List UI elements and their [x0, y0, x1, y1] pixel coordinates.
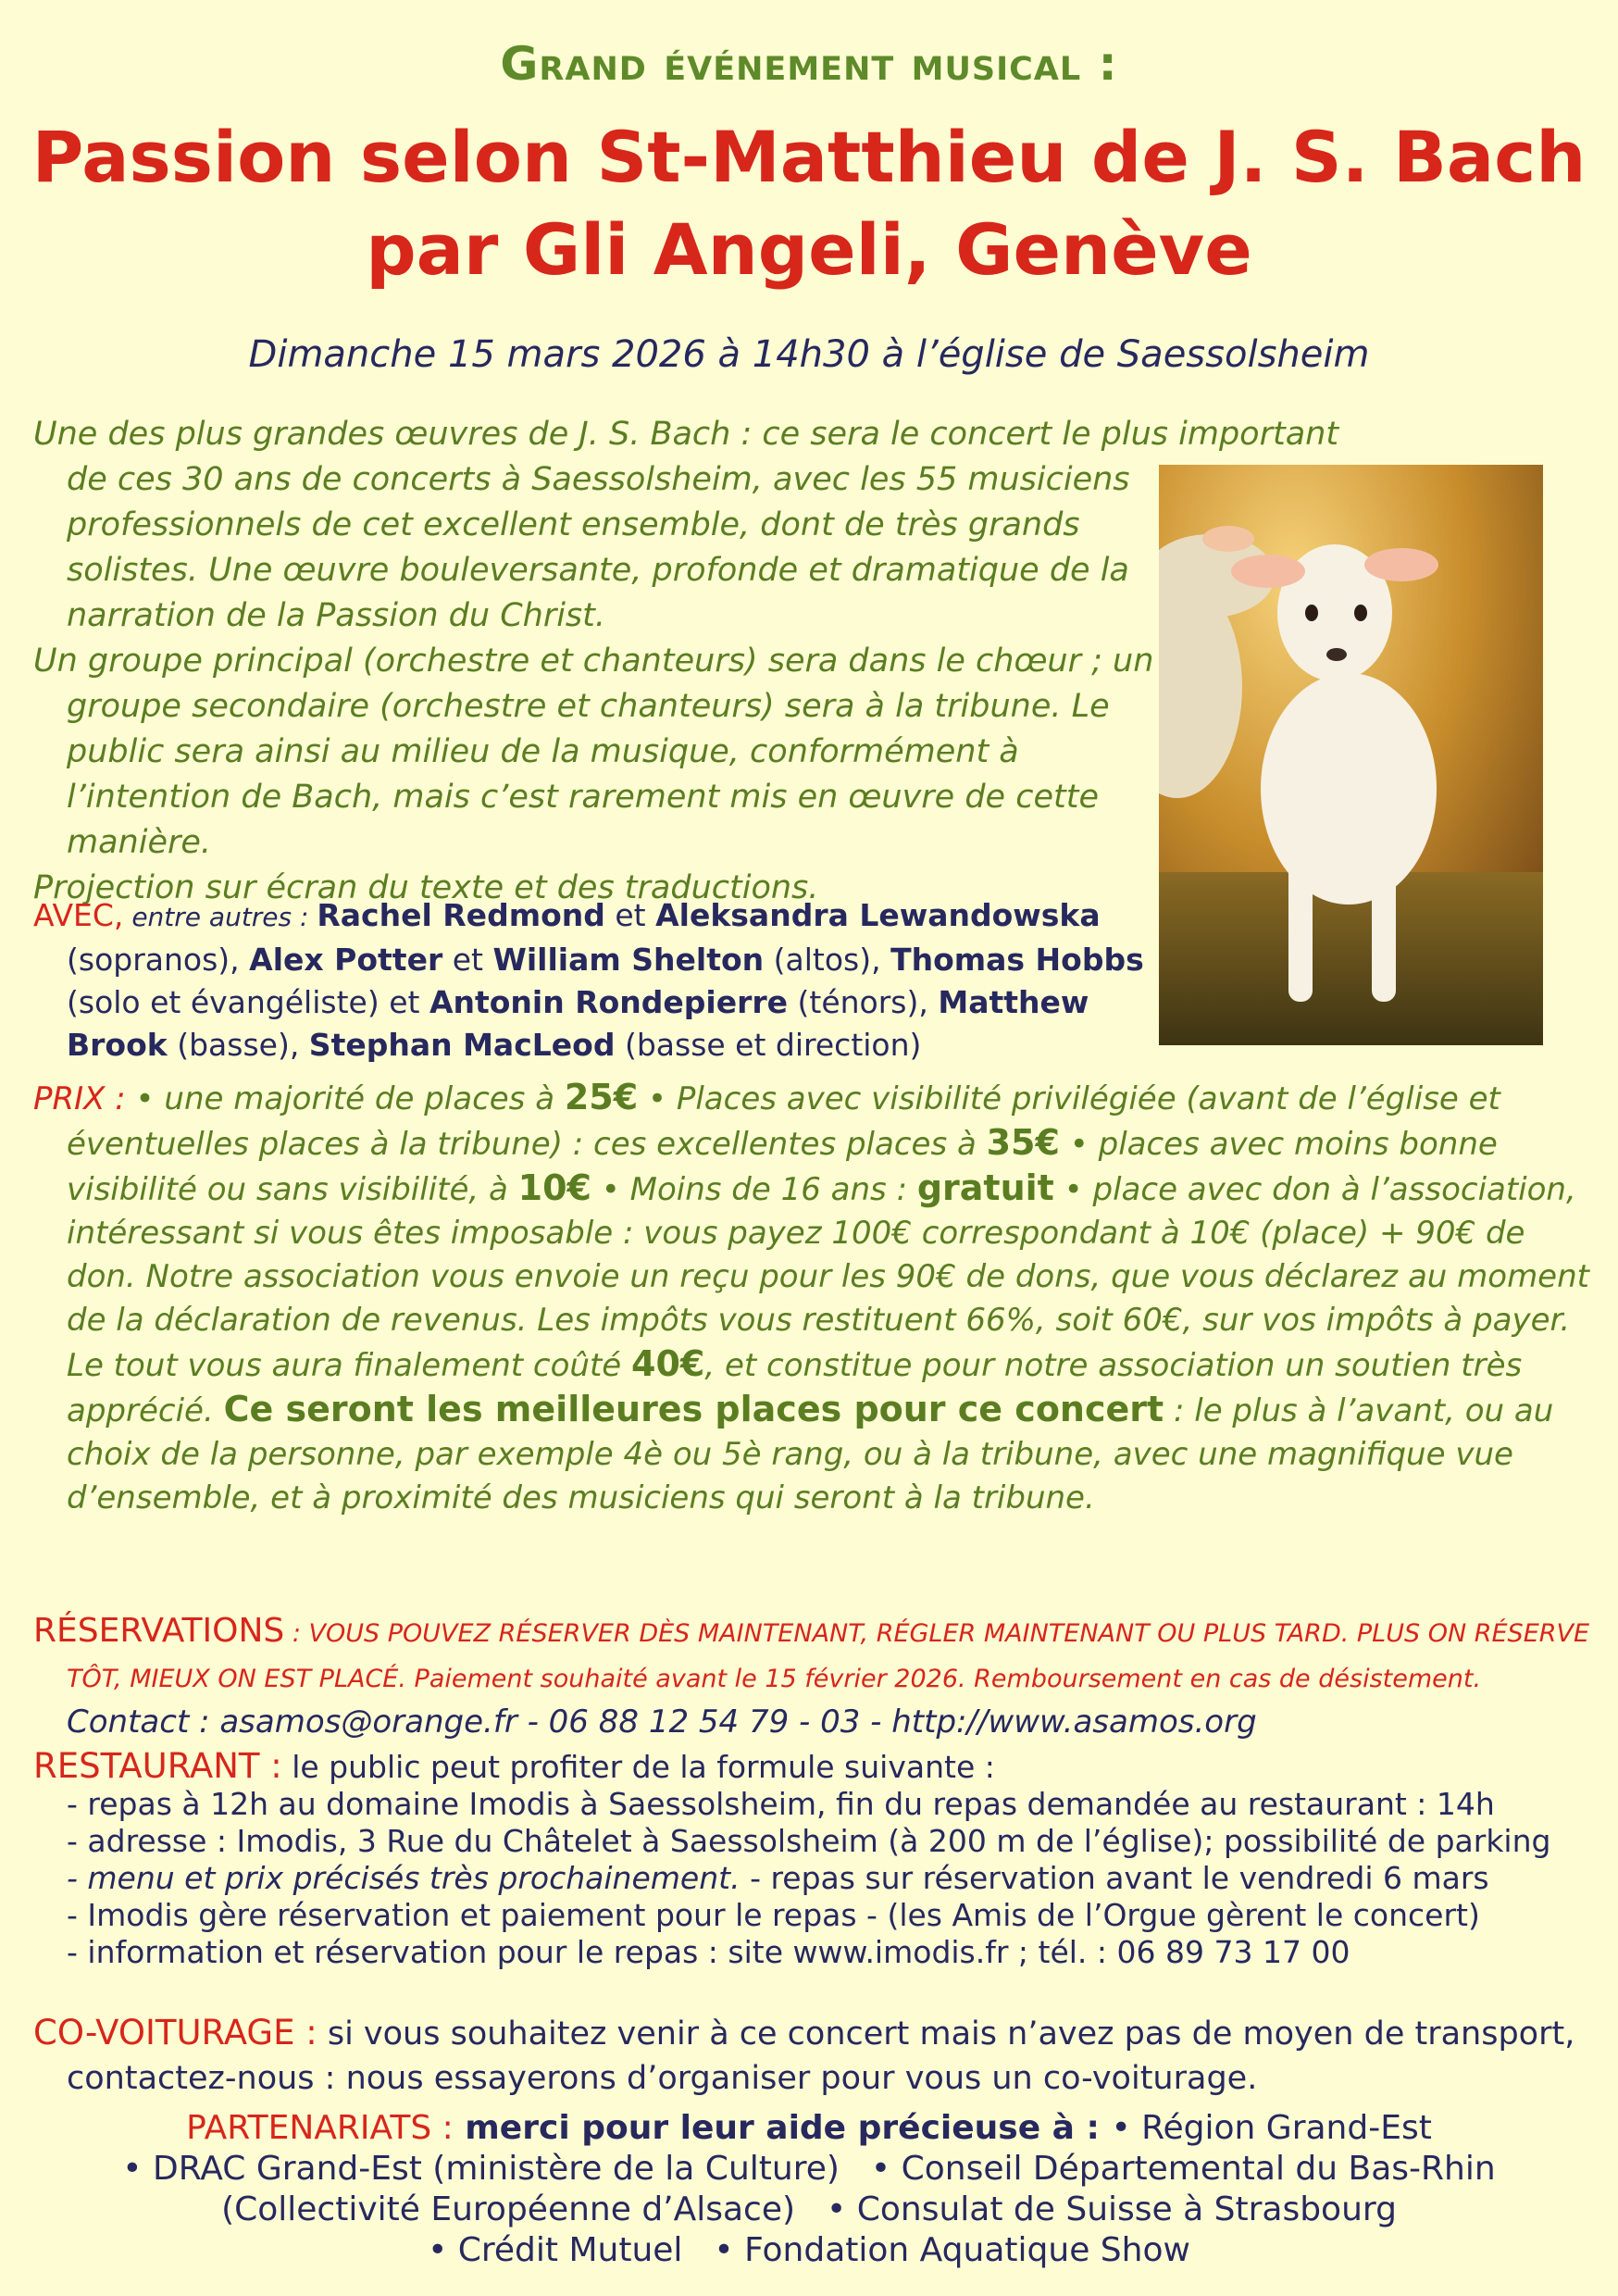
- restaurant-line: - adresse : Imodis, 3 Rue du Châtelet à Saessolsheim (à 200 m de l’église); possibilité de parking: [67, 1823, 1551, 1859]
- intro-paragraph-3: Projection sur écran du texte et des traductions.: [33, 869, 819, 906]
- reservations-section: RÉSERVATIONS : VOUS POUVEZ RÉSERVER DÈS MAINTENANT, RÉGLER MAINTENANT OU PLUS TARD. PLUS ON RÉSERVE TÔT, MIEUX ON EST PLACÉ. Paiement souhaité avant le 15 février 2026. Remboursement en cas de désistement. Contact : asamos@orange.fr - 06 88 12 54 79 - 03 - http://www.asamos.org: [33, 1612, 1590, 1741]
- covoiturage-label: CO-VOITURAGE :: [33, 2013, 317, 2053]
- singer-name: Matthew Brook: [67, 984, 1089, 1063]
- partenariats-section: PARTENARIATS : merci pour leur aide précieuse à : • Région Grand-Est • DRAC Grand-Est (ministère de la Culture) • Conseil Départemental du Bas-Rhin (Collectivité Européenne d’Alsace) • Consulat de Suisse à Strasbourg • Crédit Mutuel • Fondation Aquatique Show: [122, 2109, 1496, 2269]
- price-40: 40€: [631, 1343, 705, 1384]
- avec-label: AVEC,: [33, 897, 124, 933]
- partner-item: • DRAC Grand-Est (ministère de la Culture): [122, 2150, 840, 2188]
- partner-item: • Conseil Départemental du Bas-Rhin: [870, 2150, 1496, 2188]
- intro-paragraph-1-start: Une des plus grandes œuvres de J. S. Bach : ce sera le concert le plus important: [33, 416, 1339, 453]
- prix-section: PRIX : • une majorité de places à 25€ • Places avec visibilité privilégiée (avant de l’église et éventuelles places à la tribune) : ces excellentes places à 35€ • places avec moins bonne visibilité ou sans visibilité, à 10€ • Moins de 16 ans : gratuit • place avec don à l’association, intéressant si vous êtes imposable : vous payez 100€ correspondant à 10€ (place) + 90€ de don. Notre association vous envoie un reçu pour les 90€ de dons, que vous déclarez au moment de la déclaration de revenus. Les impôts vous restituent 66%, soit 60€, sur vos impôts à payer. Le tout vous aura finalement coûté 40€, et constitue pour notre association un soutien très apprécié. Ce seront les meilleures places pour ce concert : le plus à l’avant, ou au choix de la personne, par exemple 4è ou 5è rang, ou à la tribune, avec une magnifique vue d’ensemble, et à proximité des musiciens qui seront à la tribune.: [33, 1077, 1589, 1516]
- price-10: 10€: [517, 1167, 591, 1208]
- restaurant-section: [33, 1748, 1607, 1971]
- singer-name: William Shelton: [492, 942, 765, 978]
- singer-name: Aleksandra Lewandowska: [655, 897, 1101, 933]
- event-date: Dimanche 15 mars 2026 à 14h30 à l’église de Saessolsheim: [248, 333, 1370, 376]
- singer-name: Rachel Redmond: [317, 897, 605, 933]
- price-free: gratuit: [916, 1167, 1054, 1208]
- price-25: 25€: [564, 1077, 639, 1117]
- title-line-1: Passion selon St-Matthieu de J. S. Bach: [31, 116, 1587, 198]
- contact-info: Contact : asamos@orange.fr - 06 88 12 54 79 - 03 - http://www.asamos.org: [67, 1703, 1257, 1741]
- title-line-2: par Gli Angeli, Genève: [366, 208, 1252, 291]
- partenariats-label: PARTENARIATS :: [186, 2109, 454, 2147]
- singer-name: Stephan MacLeod: [308, 1027, 616, 1063]
- restaurant-label: RESTAURANT: [33, 1746, 260, 1786]
- restaurant-heading: RESTAURANT : le public peut profiter de la formule suivante :: [33, 1746, 995, 1786]
- lamb-illustration: [1159, 465, 1543, 1045]
- intro-paragraph-1-rest: de ces 30 ans de concerts à Saessolsheim, avec les 55 musiciens professionnels de cet excellent ensemble, dont de très grands solistes. Une œuvre bouleversante, profonde et dramatique de la narration de la Passion du Christ.: [67, 461, 1130, 634]
- best-seats-note: Ce seront les meilleures places pour ce concert: [223, 1389, 1164, 1429]
- avec-section: AVEC, entre autres : Rachel Redmond et Aleksandra Lewandowska (sopranos), Alex Potter et William Shelton (altos), Thomas Hobbs (solo et évangéliste) et Antonin Rondepierre (ténors), Matthew Brook (basse), Stephan MacLeod (basse et direction): [33, 897, 1144, 1063]
- event-kicker: Grand événement musical :: [500, 37, 1118, 91]
- singer-name: Antonin Rondepierre: [429, 984, 789, 1020]
- restaurant-line: - information et réservation pour le repas : site www.imodis.fr ; tél. : 06 89 73 17 00: [67, 1934, 1350, 1970]
- reservations-label: RÉSERVATIONS: [33, 1612, 285, 1650]
- partner-item: • Région Grand-Est: [1111, 2109, 1432, 2147]
- partner-item: • Crédit Mutuel: [428, 2231, 683, 2269]
- prix-label: PRIX :: [33, 1080, 126, 1117]
- partner-item: • Fondation Aquatique Show: [714, 2231, 1190, 2269]
- restaurant-line: - repas à 12h au domaine Imodis à Saessolsheim, fin du repas demandée au restaurant : 14h: [67, 1786, 1495, 1822]
- restaurant-line: - menu et prix précisés très prochainement. - repas sur réservation avant le vendredi 6 mars: [67, 1860, 1489, 1896]
- partner-item: • Consulat de Suisse à Strasbourg: [827, 2190, 1397, 2228]
- singer-name: Thomas Hobbs: [890, 942, 1144, 978]
- covoiturage-section: CO-VOITURAGE : si vous souhaitez venir à ce concert mais n’avez pas de moyen de transport, contactez-nous : nous essayerons d’organiser pour vous un co-voiturage.: [33, 2013, 1575, 2097]
- partner-item: (Collectivité Européenne d’Alsace): [221, 2190, 796, 2228]
- intro-paragraph-2: Un groupe principal (orchestre et chanteurs) sera dans le chœur ; un groupe secondaire (orchestre et chanteurs) sera à la tribune. Le public sera ainsi au milieu de la musique, conformément à l’intention de Bach, mais c’est rarement mis en œuvre de cette manière.: [33, 643, 1154, 861]
- singer-name: Alex Potter: [249, 942, 443, 978]
- restaurant-line: - Imodis gère réservation et paiement pour le repas - (les Amis de l’Orgue gèrent le concert): [67, 1897, 1480, 1933]
- price-35: 35€: [986, 1122, 1060, 1163]
- event-title: [0, 111, 1618, 296]
- lamb-photo: [1159, 465, 1543, 1045]
